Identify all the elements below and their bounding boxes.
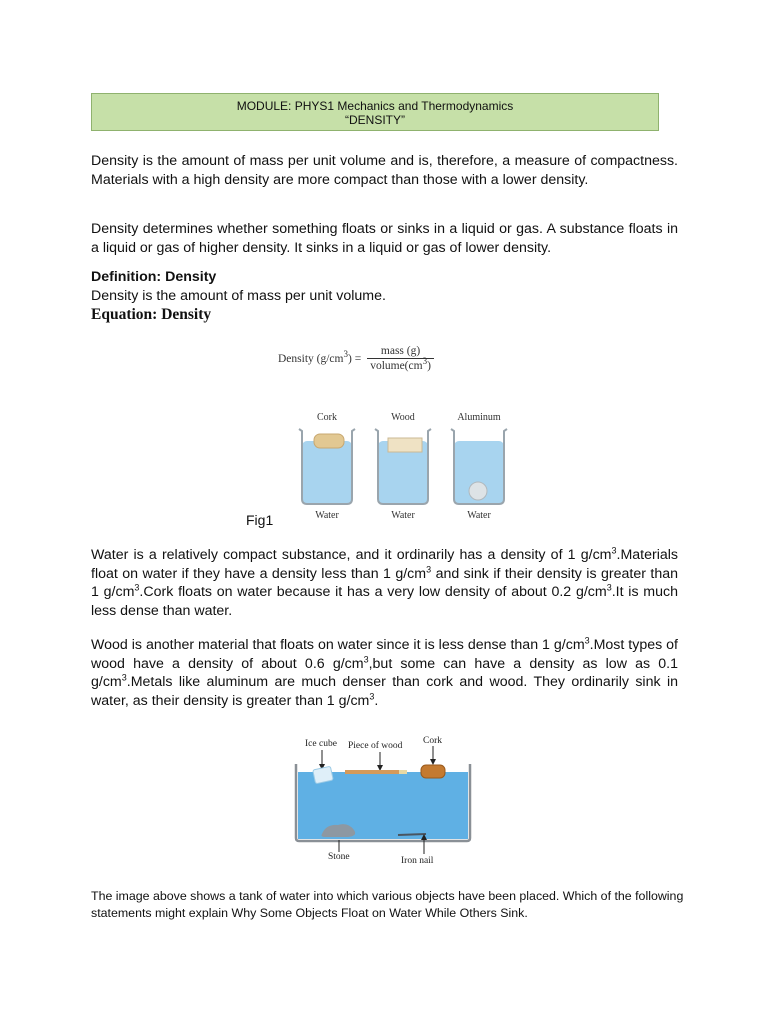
- definition-text: Density is the amount of mass per unit volume.: [91, 288, 386, 304]
- beaker-label-cork: Cork: [317, 412, 337, 423]
- equation-denominator: $volume(cm^3)$: [370, 356, 431, 372]
- equation-heading: Equation: Density: [91, 306, 212, 323]
- beaker-aluminum: [451, 429, 507, 504]
- ice-cube-label: Ice cube: [305, 739, 337, 749]
- intro-paragraph-2: Density determines whether something floats or sinks in a liquid or gas. A substance floats in a liquid or gas of higher density. It sinks in a liquid or gas of lower density.: [91, 221, 678, 256]
- beaker-label-wood: Wood: [391, 412, 415, 423]
- cork-label: Cork: [423, 736, 442, 746]
- beakers-figure: [290, 405, 520, 525]
- density-equation: [278, 345, 434, 372]
- intro-paragraph-1: Density is the amount of mass per unit volume and is, therefore, a measure of compactness. Materials with a high density are more compact than those with a lower density.: [91, 153, 678, 188]
- beaker-water-label-2: Water: [391, 510, 415, 521]
- ice-cube: [313, 766, 334, 783]
- equation-lhs: Density $(g/cm^3)$ =: [278, 348, 362, 365]
- topic-title: “DENSITY”: [345, 113, 405, 127]
- tank-figure: [288, 730, 478, 870]
- wood-paragraph: Wood is another material that floats on water since it is less dense than 1 $g/cm^3.Most$ types of wood have a density of about 0.6 $g/cm^3,but$ some can have a density as low as 0.1 $g/cm^3.Metals$ like aluminum are much denser than cork and wood. They ordinarily sink in water, as their density is greater than 1 $g/cm^3$.: [91, 635, 679, 709]
- iron-nail: [398, 834, 426, 835]
- beaker-wood: [375, 429, 431, 504]
- closing-paragraph: The image above shows a tank of water into which various objects have been placed. Which of the following statements might explain Why Some Objects Float on Water While Others Sink.: [91, 889, 684, 920]
- module-title: MODULE: PHYS1 Mechanics and Thermodynamics: [236, 99, 514, 113]
- equation-numerator: mass (g): [380, 345, 421, 357]
- stone-label: Stone: [328, 852, 350, 862]
- piece-of-wood-label: Piece of wood: [348, 741, 403, 751]
- iron-nail-label: Iron nail: [401, 856, 434, 866]
- definition-heading: Definition: Density: [91, 269, 217, 285]
- piece-of-wood: [345, 770, 407, 774]
- beaker-cork: [299, 429, 355, 504]
- cork: [421, 765, 445, 778]
- water-paragraph: Water is a relatively compact substance, and it ordinarily has a density of 1 $g/cm^3.Materials$ float on water if they have a density less than 1 $g/cm^3$ and sink if their density is greater than 1 $g/cm^3.Cork$ floats on water because it has a very low density of about 0.2 $g/cm^3.It$ is much less dense than water.: [91, 545, 679, 619]
- module-header: [91, 93, 659, 131]
- figure-1-label: Fig1: [246, 512, 274, 528]
- beaker-label-aluminum: Aluminum: [457, 412, 501, 423]
- equation-fraction: [367, 345, 434, 372]
- beaker-water-label-1: Water: [315, 510, 339, 521]
- beaker-water-label-3: Water: [467, 510, 491, 521]
